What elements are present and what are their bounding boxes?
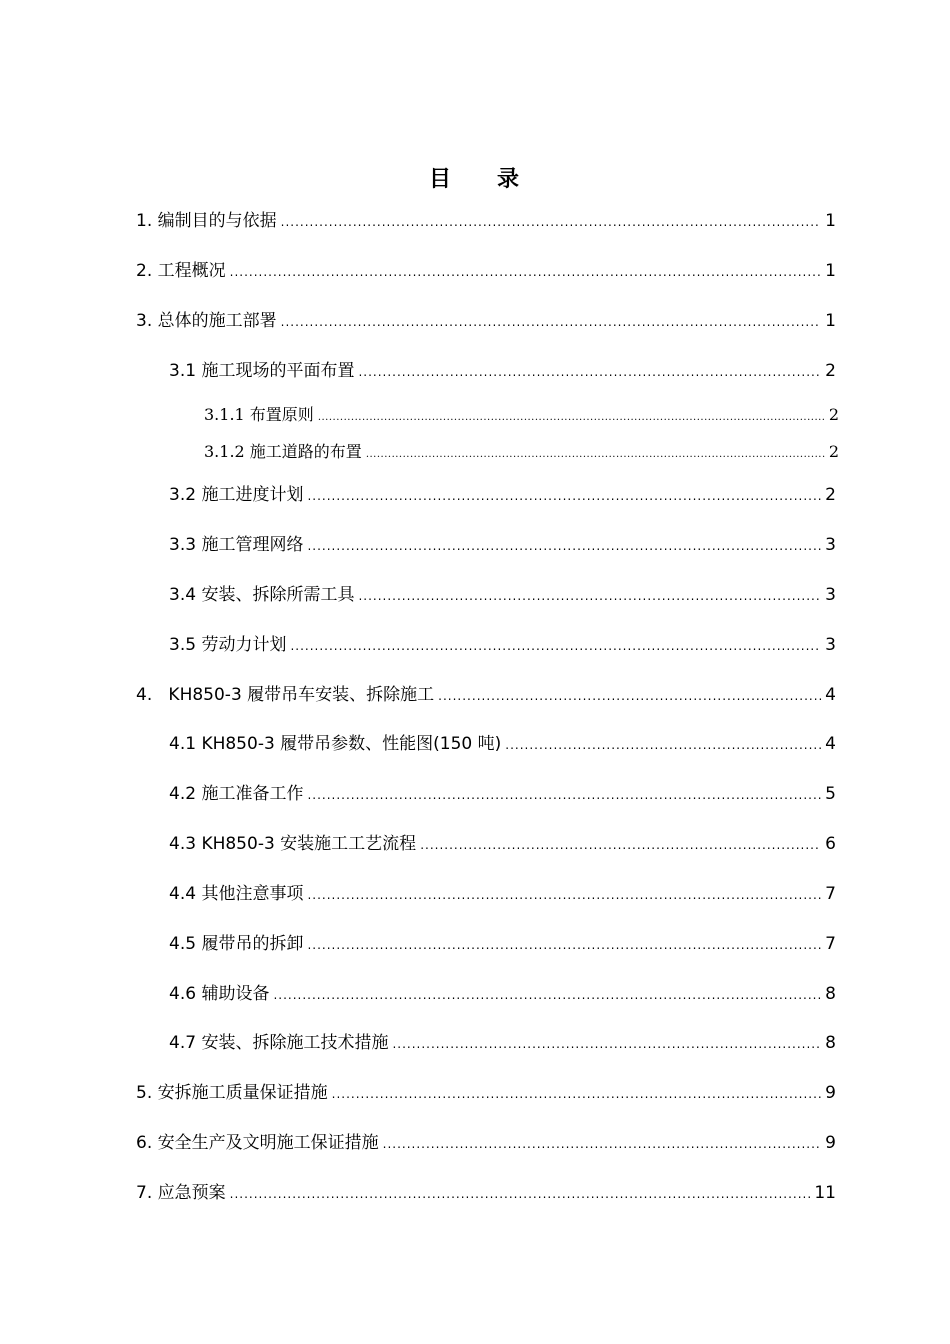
toc-entry-label: 6. 安全生产及文明施工保证措施 (136, 1133, 379, 1153)
toc-page-number: 11 (814, 1183, 836, 1203)
toc-entry[interactable] (136, 211, 836, 232)
toc-entry[interactable] (136, 1183, 836, 1204)
toc-page-number: 2 (828, 405, 839, 424)
toc-page-number: 3 (825, 535, 836, 555)
toc-leader-dots (307, 885, 821, 905)
toc-entry[interactable] (136, 1083, 836, 1104)
toc-page-number: 5 (825, 784, 836, 804)
toc-entry[interactable] (169, 884, 836, 905)
toc-page-number: 4 (825, 685, 836, 705)
toc-page-number: 1 (825, 211, 836, 231)
toc-leader-dots (230, 1184, 811, 1204)
toc-leader-dots (318, 408, 825, 428)
toc-entry-label: 4.3 KH850-3 安装施工工艺流程 (169, 834, 417, 854)
toc-entry-label: 3.3 施工管理网络 (169, 535, 304, 555)
toc-entry-label: 3.5 劳动力计划 (169, 635, 287, 655)
toc-entry-label: 4.6 辅助设备 (169, 984, 270, 1004)
toc-entry-label: 4.2 施工准备工作 (169, 784, 304, 804)
toc-page-number: 9 (825, 1083, 836, 1103)
toc-leader-dots (358, 362, 821, 382)
toc-leader-dots (273, 985, 821, 1005)
toc-page-number: 7 (825, 934, 836, 954)
toc-entry[interactable] (169, 1033, 836, 1054)
toc-leader-dots (281, 212, 822, 232)
toc-leader-dots (505, 735, 821, 755)
toc-entry[interactable] (169, 635, 836, 656)
toc-leader-dots (366, 445, 825, 465)
toc-entry-label: 3.2 施工进度计划 (169, 485, 304, 505)
toc-entry-label: 3.1 施工现场的平面布置 (169, 361, 355, 381)
toc-entry-label: 5. 安拆施工质量保证措施 (136, 1083, 328, 1103)
toc-entry[interactable] (169, 485, 836, 506)
toc-entry-label: 3. 总体的施工部署 (136, 311, 277, 331)
toc-entry[interactable] (169, 834, 836, 855)
toc-entry-label: 4.7 安装、拆除施工技术措施 (169, 1033, 389, 1053)
toc-entry[interactable] (136, 311, 836, 332)
toc-leader-dots (420, 835, 821, 855)
toc-entry-label: 4.4 其他注意事项 (169, 884, 304, 904)
toc-leader-dots (307, 785, 821, 805)
toc-entry[interactable] (169, 934, 836, 955)
toc-entry-label: 3.4 安装、拆除所需工具 (169, 585, 355, 605)
toc-entry-label: 3.1.2 施工道路的布置 (204, 442, 362, 461)
toc-leader-dots (307, 486, 821, 506)
toc-page-number: 1 (825, 311, 836, 331)
toc-leader-dots (290, 636, 821, 656)
toc-entry-label: 3.1.1 布置原则 (204, 405, 314, 424)
toc-entry-label: 4.1 KH850-3 履带吊参数、性能图(150 吨) (169, 734, 502, 754)
toc-leader-dots (383, 1134, 822, 1154)
toc-page-number: 7 (825, 884, 836, 904)
page-title (0, 162, 950, 193)
toc-page-number: 3 (825, 635, 836, 655)
toc-entry[interactable] (204, 442, 839, 465)
toc-leader-dots (358, 586, 821, 606)
toc-entry[interactable] (136, 685, 836, 706)
toc-page-number: 4 (825, 734, 836, 754)
toc-entry[interactable] (169, 535, 836, 556)
toc-page-number: 8 (825, 984, 836, 1004)
toc-entry-label: 4. KH850-3 履带吊车安装、拆除施工 (136, 685, 435, 705)
toc-leader-dots (307, 536, 821, 556)
toc-page-number: 9 (825, 1133, 836, 1153)
toc-entry-label: 1. 编制目的与依据 (136, 211, 277, 231)
toc-page-number: 2 (825, 485, 836, 505)
toc-page-number: 2 (825, 361, 836, 381)
toc-page-number: 2 (828, 442, 839, 461)
toc-page-number: 8 (825, 1033, 836, 1053)
toc-entry[interactable] (136, 1133, 836, 1154)
toc-entry-label: 2. 工程概况 (136, 261, 226, 281)
toc-leader-dots (281, 312, 822, 332)
toc-page-number: 6 (825, 834, 836, 854)
toc-leader-dots (332, 1084, 822, 1104)
toc-entry[interactable] (169, 734, 836, 755)
toc-page-number: 3 (825, 585, 836, 605)
toc-leader-dots (392, 1034, 821, 1054)
title-part-1: 目 (428, 167, 453, 192)
toc-entry-label: 4.5 履带吊的拆卸 (169, 934, 304, 954)
toc-entry[interactable] (136, 261, 836, 282)
title-part-2: 录 (497, 167, 522, 192)
toc-entry[interactable] (169, 361, 836, 382)
toc-entry[interactable] (169, 784, 836, 805)
toc-entry[interactable] (169, 585, 836, 606)
toc-leader-dots (307, 935, 821, 955)
toc-entry[interactable] (204, 405, 839, 428)
toc-entry-label: 7. 应急预案 (136, 1183, 226, 1203)
toc-leader-dots (230, 262, 822, 282)
toc-entry[interactable] (169, 984, 836, 1005)
toc-page-number: 1 (825, 261, 836, 281)
toc-leader-dots (438, 686, 821, 706)
